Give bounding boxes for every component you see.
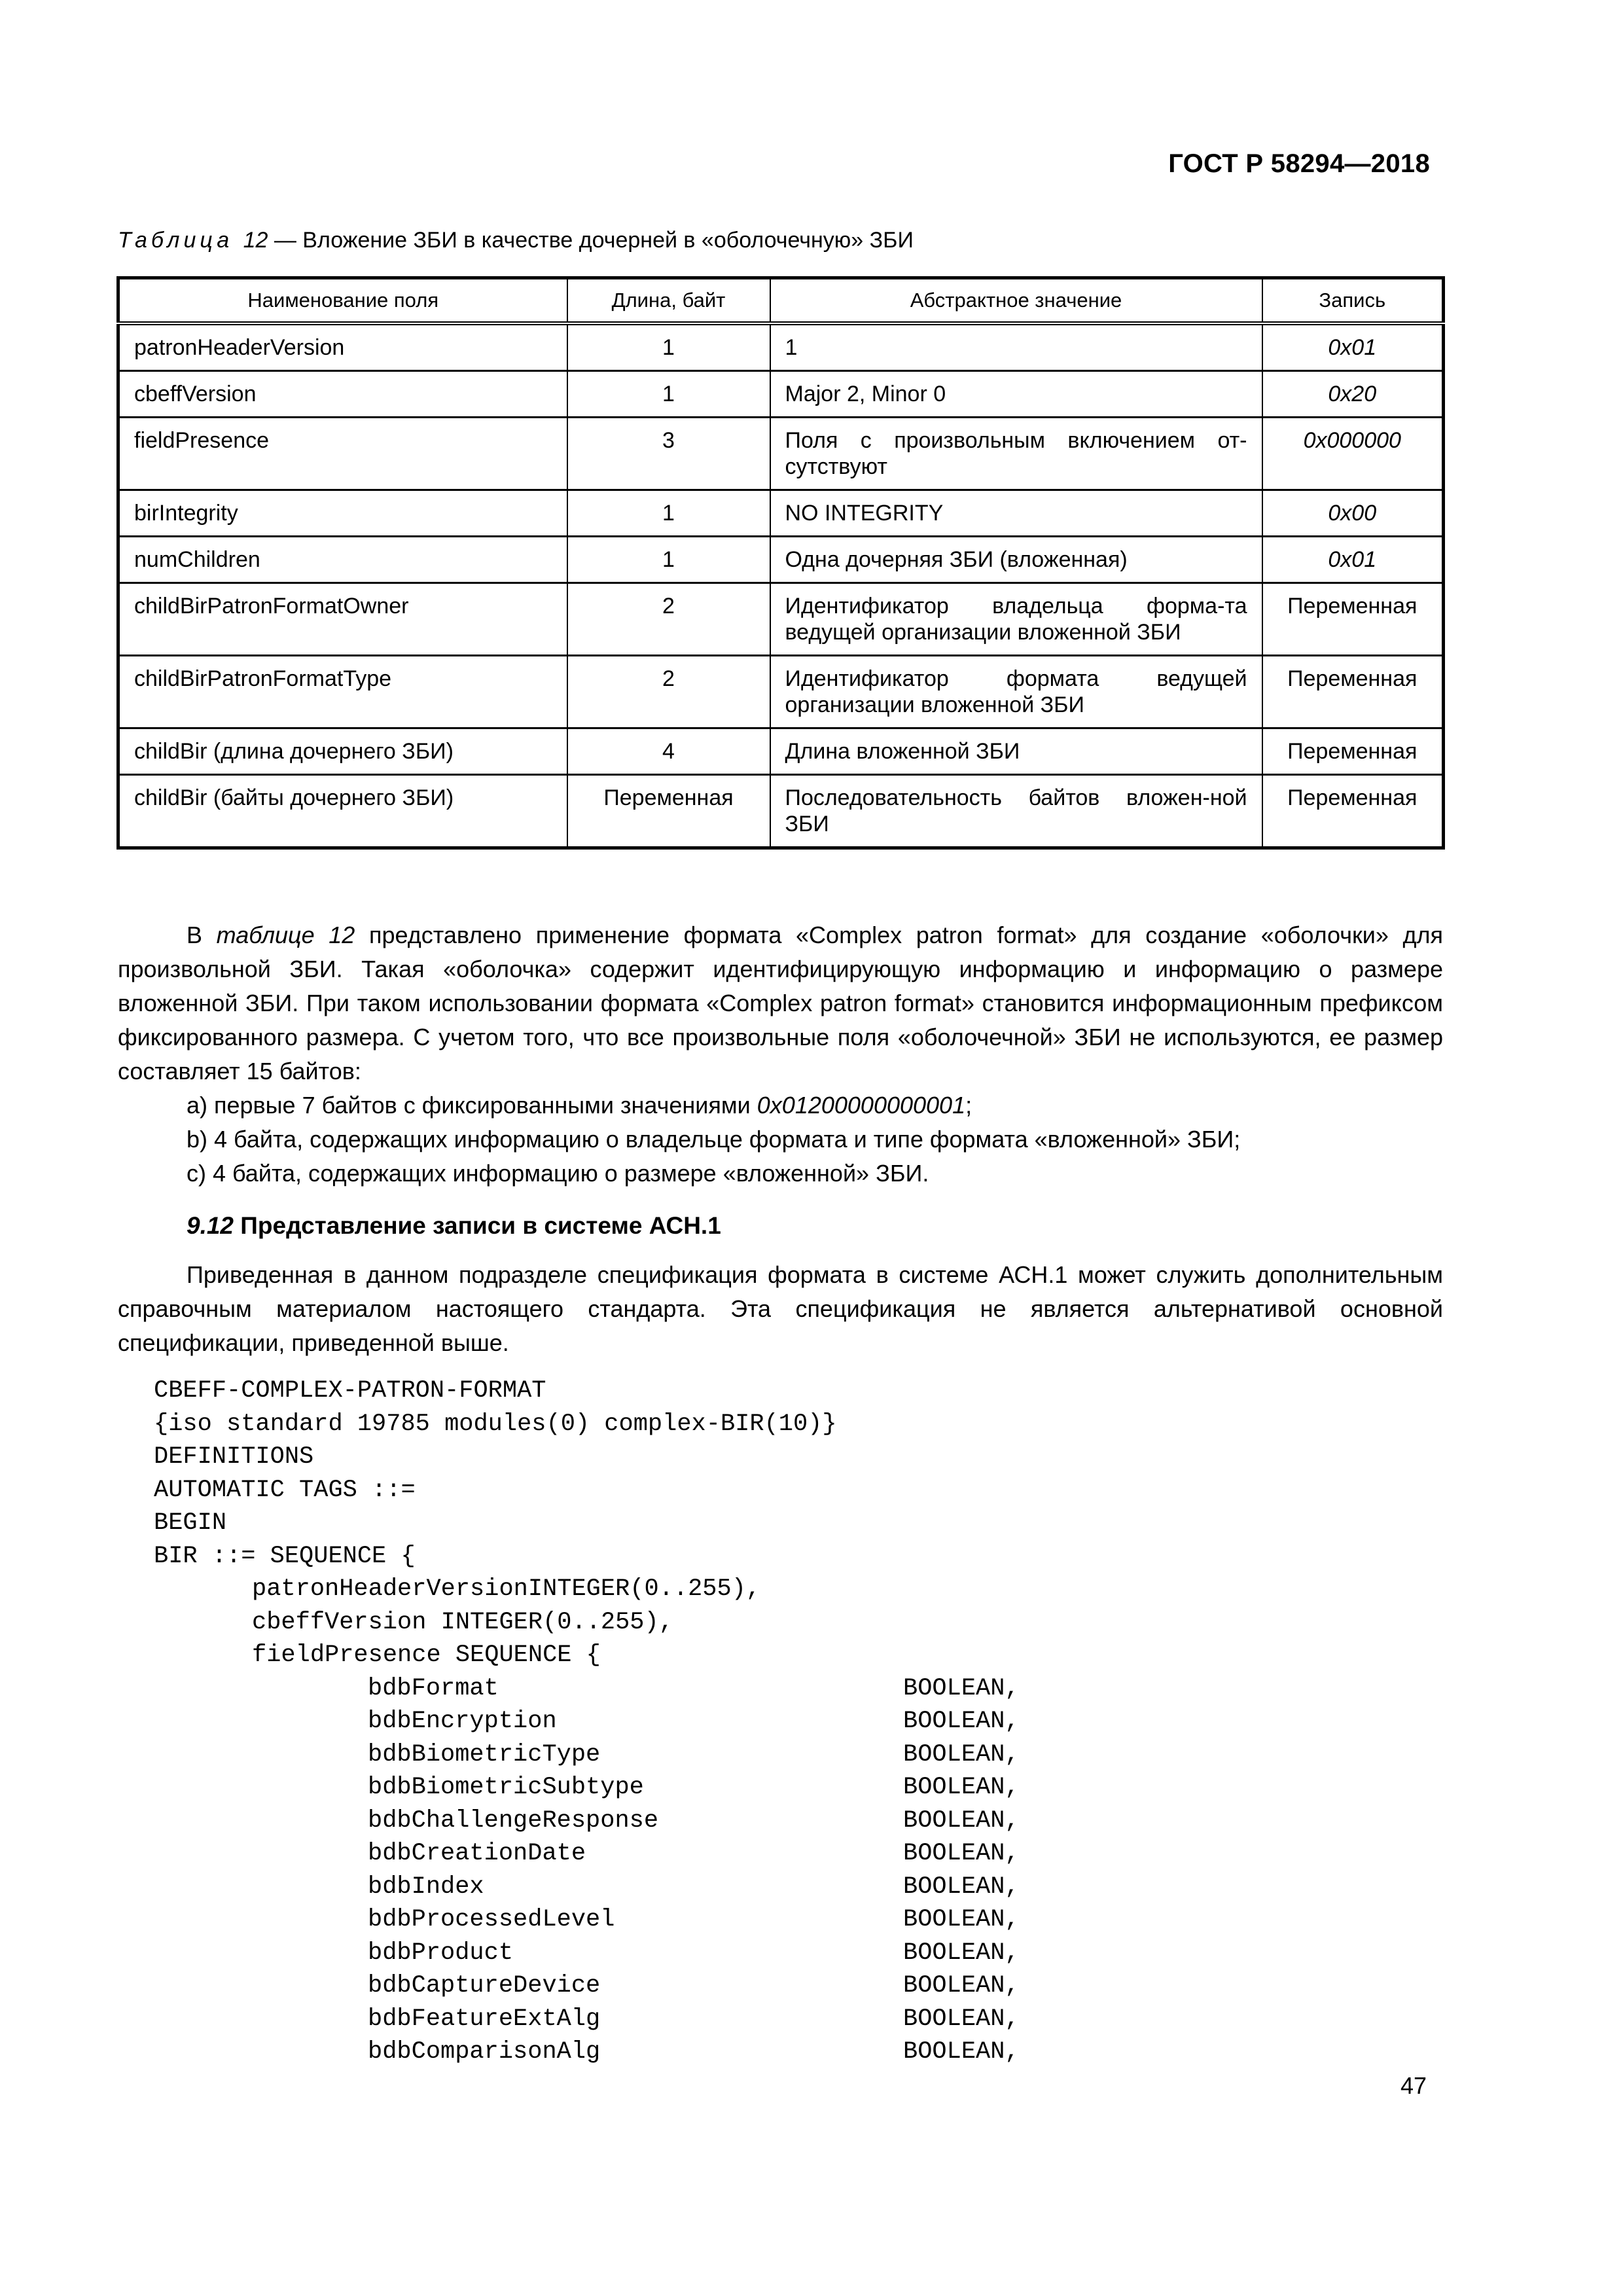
field-name-cell: cbeffVersion bbox=[118, 371, 567, 418]
length-cell: 1 bbox=[567, 537, 770, 583]
field-type: BOOLEAN, bbox=[903, 1906, 1020, 1933]
code-field-line bbox=[154, 1771, 1020, 1804]
list-item-a: a) первые 7 байтов с фиксированными значениями 0x01200000000001; bbox=[187, 1092, 972, 1119]
field-type: BOOLEAN, bbox=[903, 1806, 1020, 1835]
abstract-value-cell: NO INTEGRITY bbox=[770, 490, 1262, 537]
length-cell: 2 bbox=[567, 583, 770, 656]
table-row bbox=[118, 775, 1444, 848]
field-type: BOOLEAN, bbox=[903, 1774, 1020, 1801]
code-line: CBEFF-COMPLEX-PATRON-FORMAT bbox=[154, 1377, 546, 1405]
code-field-line bbox=[154, 1705, 1020, 1738]
table-row bbox=[118, 583, 1444, 656]
abstract-value-cell: Идентификатор владельца форма-та ведущей организации вложенной ЗБИ bbox=[770, 583, 1262, 656]
field-name-cell: fieldPresence bbox=[118, 418, 567, 490]
field-type: BOOLEAN, bbox=[903, 1674, 1020, 1702]
table-row bbox=[118, 728, 1444, 775]
field-name-cell: patronHeaderVersion bbox=[118, 323, 567, 371]
code-line: {iso standard 19785 modules(0) complex-BIR(10)} bbox=[154, 1410, 837, 1438]
code-field-line bbox=[154, 2036, 1020, 2069]
code-line: patronHeaderVersionINTEGER(0..255), bbox=[252, 1575, 761, 1603]
length-cell: 1 bbox=[567, 490, 770, 537]
section-number: 9.12 bbox=[187, 1212, 234, 1239]
field-identifier: bdbEncryption bbox=[368, 1708, 557, 1735]
code-field-line bbox=[154, 1837, 1020, 1871]
list-item-c: c) 4 байта, содержащих информацию о размере «вложенной» ЗБИ. bbox=[187, 1160, 929, 1187]
code-line: AUTOMATIC TAGS ::= bbox=[154, 1476, 416, 1504]
code-field-line bbox=[154, 1738, 1020, 1772]
field-identifier: bdbChallengeResponse bbox=[368, 1806, 659, 1835]
code-field-line bbox=[154, 1969, 1020, 2003]
record-cell: Переменная bbox=[1262, 728, 1444, 775]
abstract-value-cell: Идентификатор формата ведущей организации вложенной ЗБИ bbox=[770, 656, 1262, 728]
field-type: BOOLEAN, bbox=[903, 1939, 1020, 1967]
field-name-cell: childBir (длина дочернего ЗБИ) bbox=[118, 728, 567, 775]
length-cell: 3 bbox=[567, 418, 770, 490]
column-header-record: Запись bbox=[1262, 278, 1444, 324]
field-type: BOOLEAN, bbox=[903, 1873, 1020, 1901]
column-header-field-name: Наименование поля bbox=[118, 278, 567, 324]
abstract-value-cell: Поля с произвольным включением от-сутствуют bbox=[770, 418, 1262, 490]
table-caption-title: — Вложение ЗБИ в качестве дочерней в «оболочечную» ЗБИ bbox=[274, 228, 914, 253]
fixed-bytes-value: 0x01200000000001 bbox=[757, 1092, 966, 1119]
field-name-cell: childBir (байты дочернего ЗБИ) bbox=[118, 775, 567, 848]
length-cell: Переменная bbox=[567, 775, 770, 848]
asn1-code-block bbox=[154, 1374, 1020, 2069]
record-cell: 0x00 bbox=[1262, 490, 1444, 537]
record-cell: Переменная bbox=[1262, 656, 1444, 728]
field-type: BOOLEAN, bbox=[903, 1708, 1020, 1735]
field-identifier: bdbBiometricSubtype bbox=[368, 1774, 644, 1801]
field-identifier: bdbBiometricType bbox=[368, 1740, 601, 1768]
column-header-abstract-value: Абстрактное значение bbox=[770, 278, 1262, 324]
table-row bbox=[118, 537, 1444, 583]
field-identifier: bdbFormat bbox=[368, 1674, 499, 1702]
field-type: BOOLEAN, bbox=[903, 1840, 1020, 1867]
section-intro bbox=[118, 1258, 1443, 1360]
section-title: Представление записи в системе АСН.1 bbox=[234, 1212, 721, 1239]
code-field-line bbox=[154, 1672, 1020, 1706]
abstract-value-cell: 1 bbox=[770, 323, 1262, 371]
abstract-value-cell: Длина вложенной ЗБИ bbox=[770, 728, 1262, 775]
field-identifier: bdbComparisonAlg bbox=[368, 2038, 601, 2066]
field-name-cell: childBirPatronFormatOwner bbox=[118, 583, 567, 656]
length-cell: 4 bbox=[567, 728, 770, 775]
field-identifier: bdbCreationDate bbox=[368, 1840, 586, 1867]
document-standard-id: ГОСТ Р 58294—2018 bbox=[1168, 149, 1430, 178]
record-cell: 0x01 bbox=[1262, 323, 1444, 371]
field-type: BOOLEAN, bbox=[903, 2038, 1020, 2066]
column-header-length: Длина, байт bbox=[567, 278, 770, 324]
code-line: BEGIN bbox=[154, 1509, 227, 1537]
code-field-line bbox=[154, 1804, 1020, 1838]
page-number: 47 bbox=[1400, 2072, 1427, 2099]
abstract-value-cell: Major 2, Minor 0 bbox=[770, 371, 1262, 418]
record-cell: Переменная bbox=[1262, 583, 1444, 656]
field-identifier: bdbProcessedLevel bbox=[368, 1906, 615, 1933]
field-table bbox=[116, 276, 1445, 850]
code-field-line bbox=[154, 1903, 1020, 1937]
record-cell: 0x01 bbox=[1262, 537, 1444, 583]
table-row bbox=[118, 323, 1444, 371]
code-field-line bbox=[154, 2003, 1020, 2036]
table-caption-label: Таблица bbox=[118, 228, 234, 253]
table-row bbox=[118, 656, 1444, 728]
code-line: fieldPresence SEQUENCE { bbox=[252, 1641, 601, 1669]
field-identifier: bdbCaptureDevice bbox=[368, 1972, 601, 2000]
field-name-cell: childBirPatronFormatType bbox=[118, 656, 567, 728]
table-header-row bbox=[118, 278, 1444, 324]
code-field-line bbox=[154, 1937, 1020, 1970]
list-item-b: b) 4 байта, содержащих информацию о владельце формата и типе формата «вложенной» ЗБИ; bbox=[187, 1126, 1241, 1153]
section-heading bbox=[187, 1212, 721, 1240]
field-identifier: bdbFeatureExtAlg bbox=[368, 2005, 601, 2033]
table-caption-number: 12 bbox=[243, 228, 268, 253]
length-cell: 1 bbox=[567, 323, 770, 371]
code-line: cbeffVersion INTEGER(0..255), bbox=[252, 1608, 673, 1636]
table-reference-link: таблице 12 bbox=[216, 922, 355, 948]
paragraph-asn1-intro: Приведенная в данном подразделе спецификация формата в системе АСН.1 может служить дополнительным справочным материалом настоящего стандарта. Эта спецификация не является альтернативой основной спецификации, приведенной выше. bbox=[118, 1261, 1443, 1356]
paragraph-table-explanation: В таблице 12 представлено применение формата «Complex patron format» для создание «оболочки» для произвольной ЗБИ. Такая «оболочка» содержит идентифицирующую информацию и информацию о размере вложенной ЗБИ. При таком использовании формата «Complex patron format» становится информационным префиксом фиксированного размера. С учетом того, что все произвольные поля «оболочечной» ЗБИ не используются, ее размер составляет 15 байтов: bbox=[118, 922, 1444, 1085]
table-caption bbox=[118, 228, 914, 253]
field-type: BOOLEAN, bbox=[903, 2005, 1020, 2033]
field-identifier: bdbProduct bbox=[368, 1939, 514, 1967]
field-type: BOOLEAN, bbox=[903, 1740, 1020, 1768]
field-identifier: bdbIndex bbox=[368, 1873, 484, 1901]
code-line: DEFINITIONS bbox=[154, 1443, 314, 1471]
abstract-value-cell: Одна дочерняя ЗБИ (вложенная) bbox=[770, 537, 1262, 583]
length-cell: 1 bbox=[567, 371, 770, 418]
table-description bbox=[118, 918, 1443, 1191]
table-row bbox=[118, 418, 1444, 490]
length-cell: 2 bbox=[567, 656, 770, 728]
table-row bbox=[118, 490, 1444, 537]
field-name-cell: numChildren bbox=[118, 537, 567, 583]
field-name-cell: birIntegrity bbox=[118, 490, 567, 537]
record-cell: 0x000000 bbox=[1262, 418, 1444, 490]
table-row bbox=[118, 371, 1444, 418]
record-cell: 0x20 bbox=[1262, 371, 1444, 418]
code-field-line bbox=[154, 1871, 1020, 1904]
field-type: BOOLEAN, bbox=[903, 1972, 1020, 2000]
record-cell: Переменная bbox=[1262, 775, 1444, 848]
abstract-value-cell: Последовательность байтов вложен-ной ЗБИ bbox=[770, 775, 1262, 848]
code-line: BIR ::= SEQUENCE { bbox=[154, 1542, 416, 1570]
